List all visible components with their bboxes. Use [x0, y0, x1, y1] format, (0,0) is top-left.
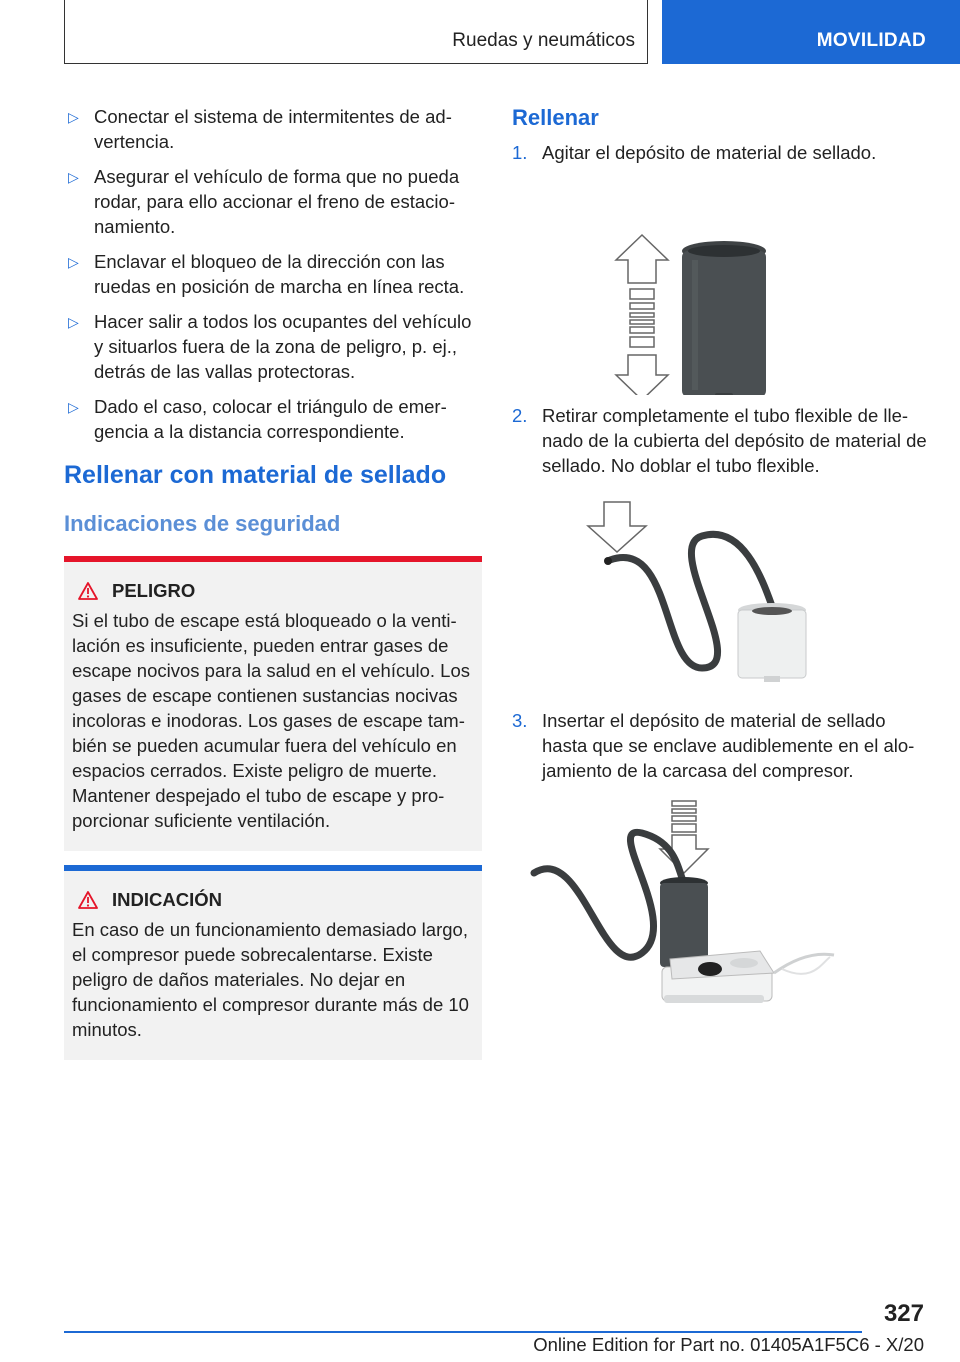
step-text: Insertar el depósito de material de sellado hasta que se enclave audiblemente en el alojamiento de la carcasa del compresor. [542, 710, 915, 781]
step-text: Agitar el depósito de material de sellado. [542, 142, 877, 163]
triangle-bullet-icon: ▷ [68, 254, 79, 270]
insert-container-illustration [512, 783, 932, 1013]
list-item-text: Conectar el sistema de intermitentes de advertencia. [94, 106, 452, 152]
footer-divider [64, 1331, 862, 1333]
remove-hose-illustration [512, 478, 932, 698]
list-item [64, 104, 482, 154]
step-number: 2. [512, 405, 528, 426]
list-item-text: Hacer salir a todos los ocupantes del vehículo y situarlos fuera de la zona de peligro, p. ej., detrás de las vallas protectoras. [94, 311, 472, 382]
step-item [512, 140, 932, 165]
header-chapter-title: MOVILIDAD [816, 30, 926, 51]
warning-triangle-icon [78, 891, 98, 909]
step-item [512, 403, 932, 478]
list-item [64, 394, 482, 444]
danger-text: Si el tubo de escape está bloqueado o la ventilación es insuficiente, pueden entrar gases de escape nocivos para la salud en el vehículo. Los gases de escape contienen sustancias nocivas incoloras e inodoras. Los gases de escape también se pueden acumular fuera del vehículo en espacios cerrados. Existe peligro de muerte. Mantener despejado el tubo de escape y proporcionar suficiente ventilación. [72, 610, 471, 831]
list-item [64, 309, 482, 384]
step-number: 1. [512, 142, 528, 163]
notice-box [64, 865, 482, 1060]
right-column [512, 104, 932, 1013]
warning-triangle-icon [78, 582, 98, 600]
triangle-bullet-icon: ▷ [68, 109, 79, 125]
left-column [64, 104, 482, 1074]
footer-edition: Online Edition for Part no. 01405A1F5C6 - X/20 [533, 1334, 924, 1355]
danger-box [64, 556, 482, 851]
page-number: 327 [883, 1300, 924, 1327]
list-item-text: Enclavar el bloqueo de la dirección con las ruedas en posición de marcha en línea recta. [94, 251, 465, 297]
triangle-bullet-icon: ▷ [68, 314, 79, 330]
notice-title: INDICACIÓN [112, 889, 222, 910]
shake-container-illustration [512, 165, 932, 395]
step-item [512, 708, 932, 783]
section-title: Rellenar con material de sellado [64, 461, 447, 489]
procedure-title: Rellenar [512, 105, 599, 130]
danger-title: PELIGRO [112, 580, 196, 601]
header-chapter-tab [662, 0, 960, 64]
list-item [64, 249, 482, 299]
triangle-bullet-icon: ▷ [68, 399, 79, 415]
step-number: 3. [512, 710, 528, 731]
step-text: Retirar completamente el tubo flexible de llenado de la cubierta del depósito de material de sellado. No doblar el tubo flexible. [542, 405, 927, 476]
list-item [64, 164, 482, 239]
notice-text: En caso de un funcionamiento demasiado largo, el compresor puede sobrecalentarse. Existe peligro de daños materiales. No dejar en funcionamiento el compresor durante más de 10 minutos. [72, 919, 469, 1040]
subsection-title: Indicaciones de seguridad [64, 511, 341, 536]
triangle-bullet-icon: ▷ [68, 169, 79, 185]
list-item-text: Dado el caso, colocar el triángulo de emergencia a la distancia correspondiente. [94, 396, 447, 442]
header-section-title: Ruedas y neumáticos [452, 30, 635, 51]
header-section-box [64, 0, 648, 64]
list-item-text: Asegurar el vehículo de forma que no pueda rodar, para ello accionar el freno de estacionamiento. [94, 166, 460, 237]
